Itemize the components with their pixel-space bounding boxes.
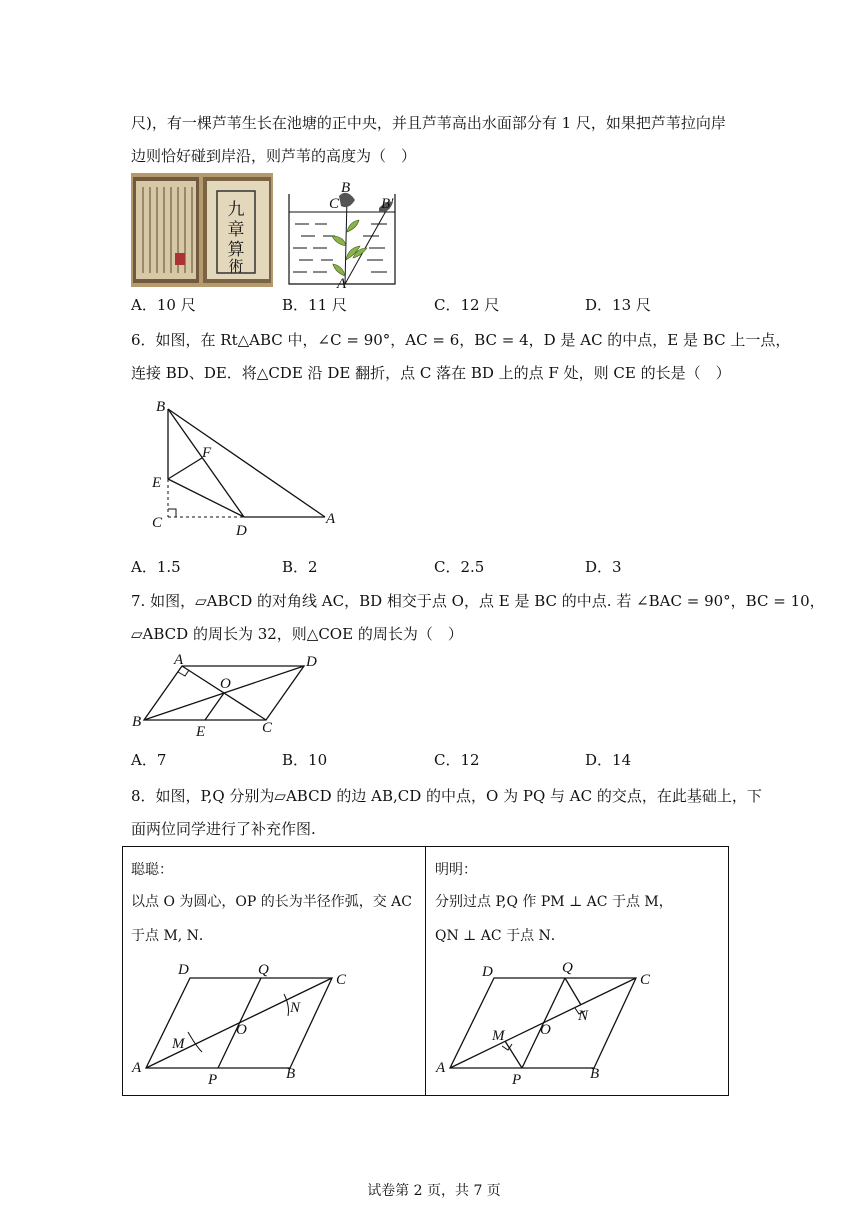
q8-left-figure — [128, 958, 358, 1088]
q8l-label-Q: Q — [258, 962, 269, 978]
page-footer: 试卷第 2 页，共 7 页 — [367, 1183, 501, 1199]
q5-option-c[interactable]: C．12 尺 — [434, 296, 500, 314]
q8l-label-A: A — [132, 1060, 142, 1076]
q6-label-D: D — [236, 523, 247, 539]
q8l-label-D: D — [178, 962, 189, 978]
q8-text-line1: 8．如图，P,Q 分别为▱ABCD 的边 AB,CD 的中点，O 为 PQ 与 AC 的交点，在此基础上，下 — [131, 787, 762, 805]
q6-label-A: A — [326, 511, 336, 527]
pond-reed-diagram — [283, 180, 403, 290]
q7-label-B: B — [132, 714, 142, 730]
q6-triangle-figure — [140, 395, 350, 545]
q7-option-d[interactable]: D．14 — [585, 751, 632, 769]
q8-right-text2: QN ⊥ AC 于点 N． — [435, 928, 565, 944]
q8r-label-Q: Q — [562, 960, 573, 976]
q7-option-c[interactable]: C．12 — [434, 751, 480, 769]
q6-text-line2: 连接 BD、DE．将△CDE 沿 DE 翻折，点 C 落在 BD 上的点 F 处，则 CE 的长是（ ） — [131, 364, 731, 382]
q8-text-line2: 面两位同学进行了补充作图. — [131, 820, 316, 838]
q7-label-C: C — [262, 720, 273, 736]
q7-label-E: E — [196, 724, 206, 740]
q6-label-E: E — [152, 475, 162, 491]
q6-option-a[interactable]: A．1.5 — [131, 558, 181, 576]
q8r-label-M: M — [492, 1028, 505, 1044]
q5-option-d[interactable]: D．13 尺 — [585, 296, 651, 314]
q7-option-a[interactable]: A．7 — [131, 751, 167, 769]
q8-right-name: 明明： — [435, 862, 477, 878]
q7-text-line2: ▱ABCD 的周长为 32，则△COE 的周长为（ ） — [131, 625, 463, 643]
q7-text-line1: 7. 如图，▱ABCD 的对角线 AC，BD 相交于点 O，点 E 是 BC 的中点. 若 ∠BAC = 90°，BC = 10， — [131, 592, 825, 610]
q8r-label-P: P — [512, 1072, 522, 1088]
q6-label-F: F — [202, 445, 212, 461]
q5-option-a[interactable]: A．10 尺 — [131, 296, 196, 314]
pond-label-Bprime: B′ — [381, 196, 394, 212]
q8-right-text1: 分别过点 P,Q 作 PM ⊥ AC 于点 M， — [435, 894, 673, 910]
q7-option-b[interactable]: B．10 — [282, 751, 328, 769]
q8l-label-N: N — [290, 1000, 301, 1016]
q7-parallelogram-figure — [128, 650, 328, 740]
q5-option-b[interactable]: B．11 尺 — [282, 296, 347, 314]
pond-label-B: B — [341, 180, 351, 196]
q6-option-c[interactable]: C．2.5 — [434, 558, 485, 576]
q8-table-divider — [425, 846, 426, 1096]
q6-option-b[interactable]: B．2 — [282, 558, 318, 576]
q8r-label-C: C — [640, 972, 651, 988]
q6-label-C: C — [152, 515, 163, 531]
q7-label-D: D — [306, 654, 317, 670]
book-title-char4: 術 — [228, 257, 244, 275]
nine-chapters-book-photo — [131, 173, 273, 287]
q8l-label-B: B — [286, 1066, 296, 1082]
book-title-char1: 九 — [227, 200, 245, 220]
q8-right-figure — [432, 958, 662, 1088]
q8r-label-B: B — [590, 1066, 600, 1082]
q6-label-B: B — [156, 399, 166, 415]
q8l-label-M: M — [172, 1036, 185, 1052]
q8l-label-P: P — [208, 1072, 218, 1088]
q7-label-A: A — [174, 652, 184, 668]
q5-text-line1: 尺)，有一棵芦苇生长在池塘的正中央，并且芦苇高出水面部分有 1 尺，如果把芦苇拉向岸 — [131, 114, 726, 132]
q8-left-text1: 以点 O 为圆心，OP 的长为半径作弧，交 AC — [131, 894, 412, 910]
q6-text-line1: 6．如图，在 Rt△ABC 中，∠C = 90°，AC = 6，BC = 4，D 是 AC 的中点，E 是 BC 上一点， — [131, 331, 791, 349]
q8l-label-C: C — [336, 972, 347, 988]
q8r-label-D: D — [482, 964, 493, 980]
q6-option-d[interactable]: D．3 — [585, 558, 622, 576]
q8-left-name: 聪聪： — [131, 862, 173, 878]
pond-label-C: C — [329, 196, 340, 212]
q8l-label-O: O — [236, 1022, 247, 1038]
q8r-label-A: A — [436, 1060, 446, 1076]
q7-label-O: O — [220, 676, 231, 692]
q8r-label-N: N — [578, 1008, 589, 1024]
q8r-label-O: O — [540, 1022, 551, 1038]
book-title-char2: 章 — [227, 220, 245, 240]
q5-text-line2: 边则恰好碰到岸沿，则芦苇的高度为（ ） — [131, 147, 417, 165]
pond-label-A: A — [337, 276, 347, 290]
book-title-char3: 算 — [227, 240, 245, 260]
q8-left-text2: 于点 M, N． — [131, 928, 213, 944]
